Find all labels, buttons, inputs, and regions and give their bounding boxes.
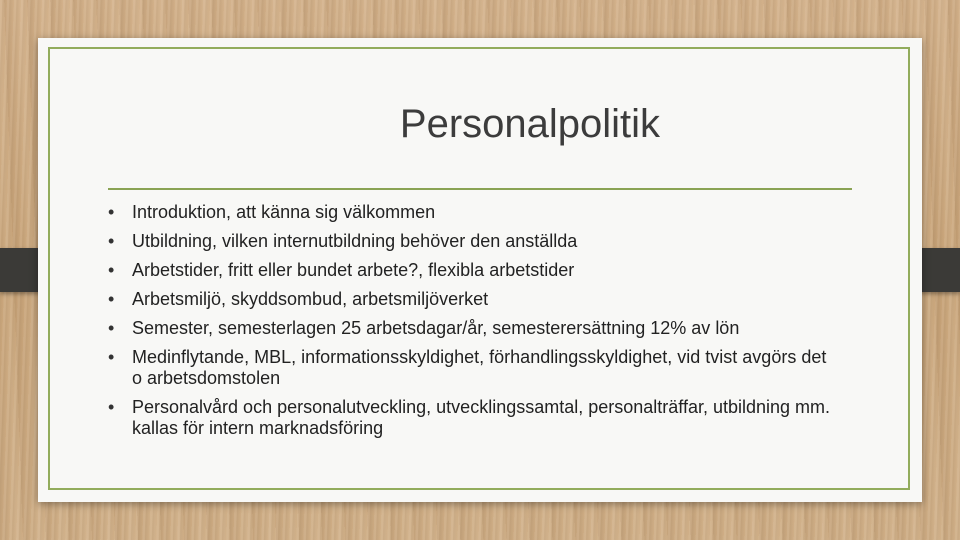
bullet-text: Arbetsmiljö, skyddsombud, arbetsmiljöverket [132,289,489,309]
bullet-item [108,289,838,310]
bullet-icon: • [108,260,115,280]
bullet-list [108,202,838,447]
bullet-text: Introduktion, att känna sig välkommen [132,202,436,222]
bullet-icon: • [108,289,115,309]
bullet-item [108,347,838,389]
bullet-item [108,202,838,223]
bullet-text: Arbetstider, fritt eller bundet arbete?, flexibla arbetstider [132,260,575,280]
bullet-text: Semester, semesterlagen 25 arbetsdagar/år, semesterersättning 12% av lön [132,318,740,338]
bullet-item [108,231,838,252]
bullet-icon: • [108,347,115,367]
bullet-icon: • [108,397,115,417]
bullet-item [108,318,838,339]
slide-title: Personalpolitik [399,102,661,146]
bullet-text: Personalvård och personalutveckling, utvecklingssamtal, personalträffar, utbildning mm. kallas för intern marknadsföring [132,397,831,438]
bullet-text: Utbildning, vilken internutbildning behöver den anställda [132,231,578,251]
bullet-text: Medinflytande, MBL, informationsskyldighet, förhandlingsskyldighet, vid tvist avgörs det o arbetsdomstolen [132,347,827,388]
bullet-icon: • [108,231,115,251]
bullet-icon: • [108,202,115,222]
bullet-icon: • [108,318,115,338]
bullet-item [108,397,838,439]
slide-paper [38,38,922,502]
bullet-item [108,260,838,281]
title-divider [108,188,852,190]
